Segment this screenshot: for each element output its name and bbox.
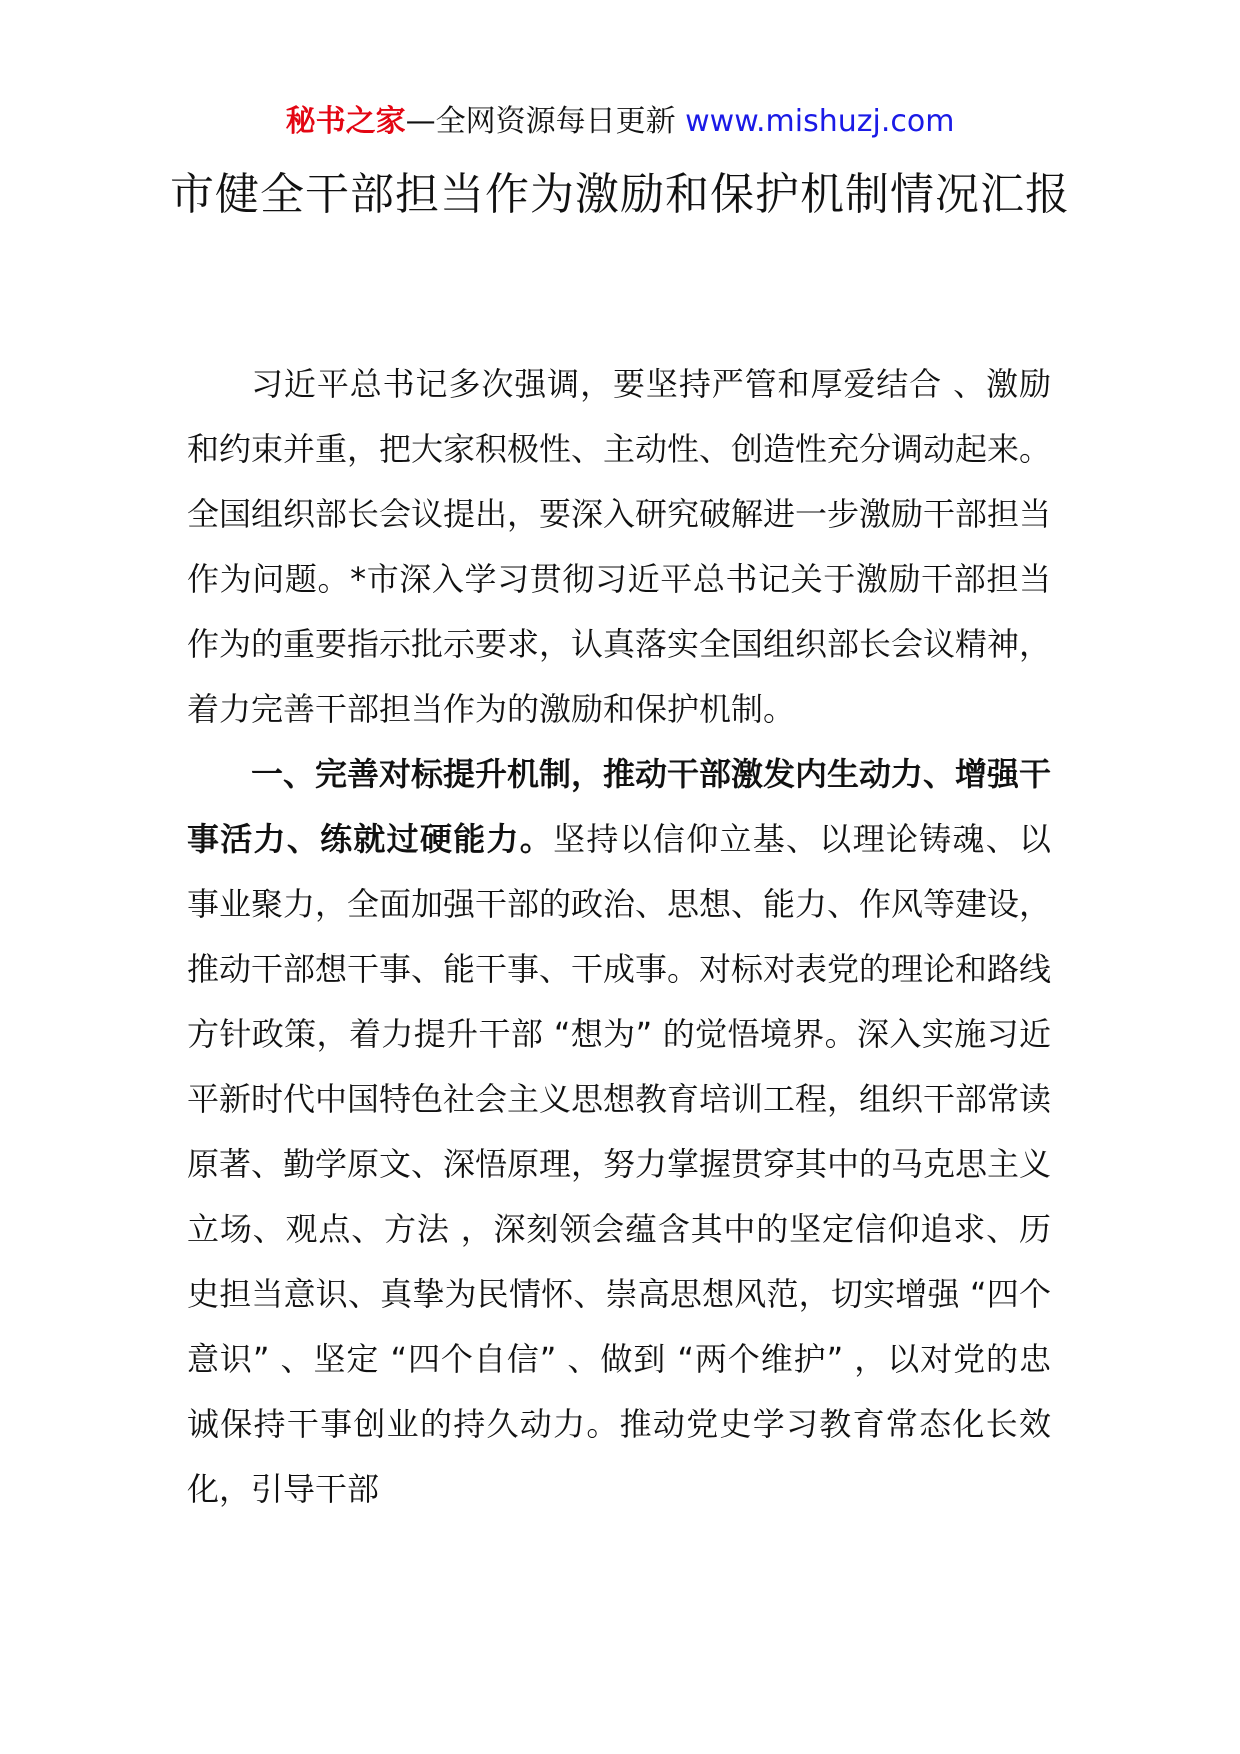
document-body <box>187 352 1051 1522</box>
paragraph-intro <box>187 352 1051 742</box>
banner-slogan: —全网资源每日更新 <box>405 104 686 139</box>
watermark-banner <box>0 100 1240 144</box>
paragraph-section-1 <box>187 742 1051 1522</box>
banner-brand: 秘书之家 <box>285 104 406 139</box>
banner-url-link[interactable]: www.mishuzj.com <box>685 104 955 139</box>
paragraph-intro-text: 习近平总书记多次强调，要坚持严管和厚爱结合 、激励和约束并重，把大家积极性、主动性、创造性充分调动起来。全国组织部长会议提出，要深入研究破解进一步激励干部担当作为问题。*市深入学习贯彻习近平总书记关于激励干部担当作为的重要指示批示要求，认真落实全国组织部长会议精神，着力完善干部担当作为的激励和保护机制。 <box>187 365 1052 728</box>
section-1-heading: 一、完善对标提升机制，推动干部激发内生动力、增强干事活力、练就过硬能力。 <box>187 755 1052 858</box>
document-title: 市健全干部担当作为激励和保护机制情况汇报 <box>170 169 1070 220</box>
section-1-text: 坚持以信仰立基、以理论铸魂、以事业聚力，全面加强干部的政治、思想、能力、作风等建设，推动干部想干事、能干事、干成事。对标对表党的理论和路线方针政策，着力提升干部 “想为” 的觉悟境界。深入实施习近平新时代中国特色社会主义思想教育培训工程，组织干部常读原著、勤学原文、深悟原理，努力掌握贯穿其中的马克思主义立场、观点、方法 ，深刻领会蕴含其中的坚定信仰追求、历史担当意识、真挚为民情怀、崇高思想风范，切实增强 “四个意识” 、坚定 “四个自信” 、做到 “两个维护” ，以对党的忠诚保持干事创业的持久动力。推动党史学习教育常态化长效化，引导干部 <box>187 820 1052 1508</box>
